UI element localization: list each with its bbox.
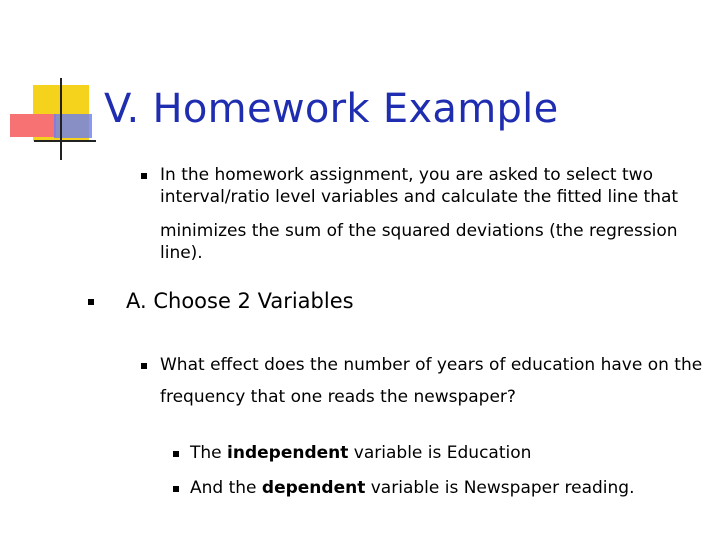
slide-logo [0,0,110,170]
item1-suffix: variable is Education [348,443,532,463]
slide-title: V. Homework Example [104,86,559,132]
logo-vertical-line [60,78,62,160]
item2-prefix: And the [190,478,262,498]
logo-red-bar [10,114,56,137]
item1-emph: independent [227,443,349,463]
bullet-icon [88,299,94,305]
question-line1: What effect does the number of years of education have on the [160,355,703,375]
item2-suffix: variable is Newspaper reading. [365,478,635,498]
logo-horizontal-line [34,140,96,142]
bullet-icon [173,486,179,492]
bullet1-line3: minimizes the sum of the squared deviations (the regression line). [160,221,678,263]
section-heading: A. Choose 2 Variables [126,289,354,313]
independent-variable-item [190,442,531,464]
question-line2: frequency that one reads the newspaper? [160,387,516,407]
bullet-icon [141,363,147,369]
item2-emph: dependent [261,478,366,498]
bullet-icon [173,451,179,457]
bullet1-line1: In the homework assignment, you are asked to select two [160,165,653,185]
bullet1-line2: interval/ratio level variables and calculate the fitted line that [160,187,679,207]
item1-prefix: The [190,443,228,463]
bullet-icon [141,173,147,179]
dependent-variable-item [190,477,634,499]
